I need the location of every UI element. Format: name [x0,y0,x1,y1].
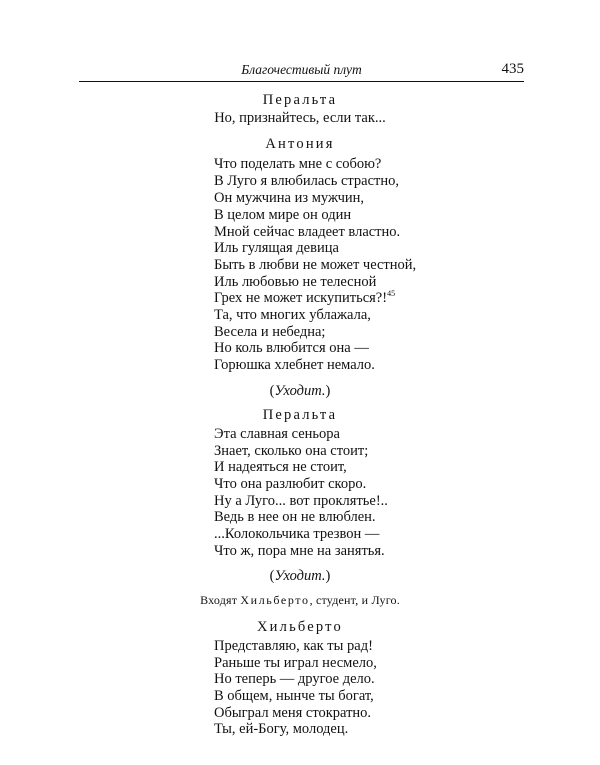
stage-text: Уходит. [274,383,326,399]
verse-line: ...Колокольчика трезвон — [214,526,380,542]
verse-line-with-footnote [214,290,395,306]
verse-line: И надеяться не стоит, [214,459,347,475]
verse-line: Представляю, как ты рад! [214,638,373,654]
verse-line: Но теперь — другое дело. [214,671,375,687]
character-name: Луго. [371,593,400,607]
speaker-antonia: Антония [265,136,335,152]
verse-line: Ну а Луго... вот проклятье!.. [214,493,388,509]
running-header [79,62,524,78]
verse-line: В Луго я влюбилась страстно, [214,173,400,189]
verse-line: Эта славная сеньора [214,426,340,442]
verse-line: Иль любовью не телесной [214,274,377,290]
verse-line: Но, признайтесь, если так... [214,110,386,126]
verse-line: Но коль влюбится она — [214,340,369,356]
speaker-peralta-2: Перальта [262,407,338,423]
entrance-direction [0,592,600,608]
verse-text: Грех не может искупиться?! [214,290,388,306]
footnote-marker: 45 [387,289,396,299]
character-name: Хильберто [240,593,310,607]
verse-line: В общем, нынче ты богат, [214,688,374,704]
stage-text: Уходит. [274,568,326,584]
verse-line: Раньше ты играл несмело, [214,655,377,671]
verse-line: Обыграл меня стократно. [214,705,372,721]
verse-line: Иль гулящая девица [214,240,339,256]
verse-line: Весела и небедна; [214,324,326,340]
verse-line: Та, что многих ублажала, [214,307,371,323]
verse-line: Что ж, пора мне на занятья. [214,543,385,559]
speaker-peralta-1: Перальта [262,92,338,108]
verse-line: Что она разлюбит скоро. [214,476,367,492]
speaker-gilberto: Хильберто [257,619,343,635]
header-rule [79,81,524,82]
running-title: Благочестивый плут [241,62,362,77]
verse-line: Горюшка хлебнет немало. [214,357,375,373]
verse-line: Мной сейчас владеет властно. [214,224,401,240]
entrance-verb: Входят [200,593,238,607]
verse-line: Быть в любви не может честной, [214,257,417,273]
verse-line: Ведь в нее он не влюблен. [214,509,376,525]
verse-line: В целом мире он один [214,207,352,223]
verse-line: Знает, сколько она стоит; [214,443,369,459]
entrance-middle: , студент, и [309,593,369,607]
verse-line: Ты, ей-Богу, молодец. [214,721,349,737]
stage-direction: (Уходит.) [269,383,331,399]
stage-direction: (Уходит.) [269,568,331,584]
verse-line: Что поделать мне с собою? [214,156,382,172]
page-number: 435 [501,61,524,77]
verse-line: Он мужчина из мужчин, [214,190,365,206]
